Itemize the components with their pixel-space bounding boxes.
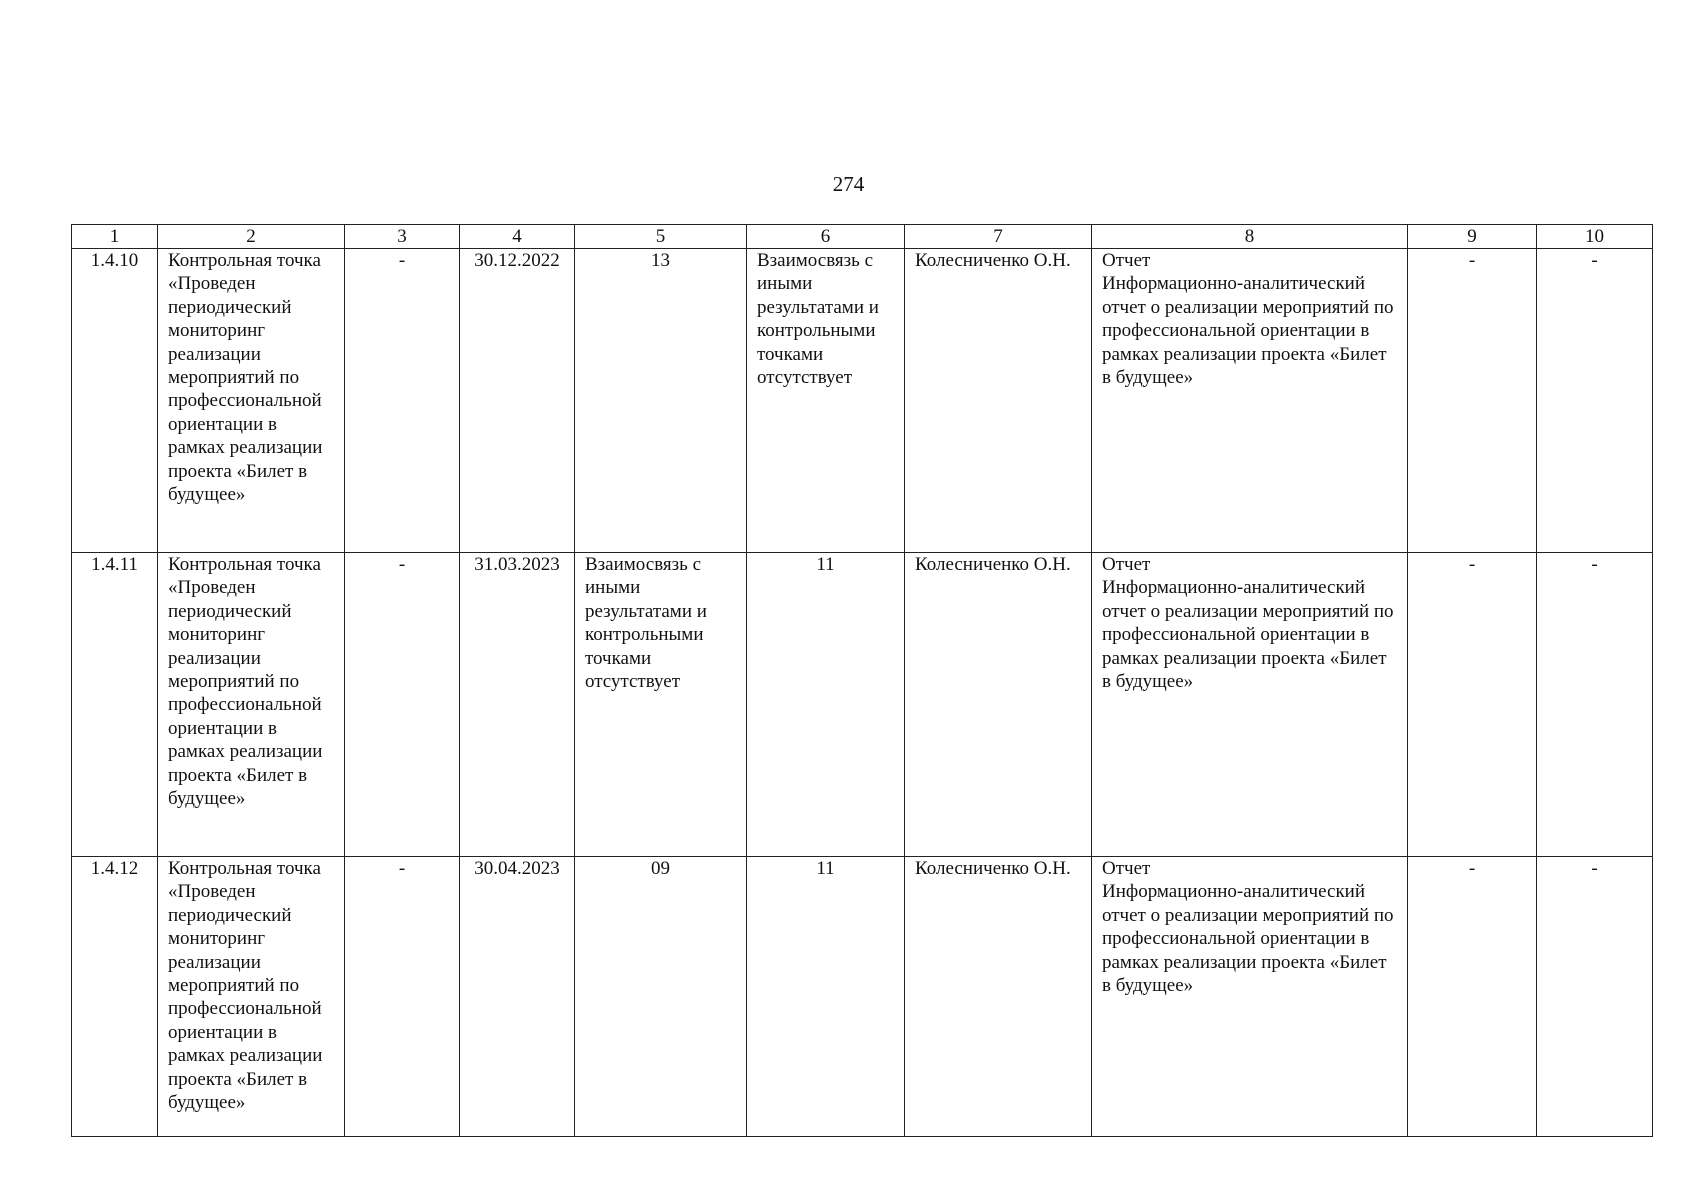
responsible-person: Колесниченко О.Н. (905, 857, 1092, 1137)
cell-col10: - (1537, 553, 1653, 857)
header-row (72, 225, 1653, 249)
document-description: Информационно-аналитический отчет о реализации мероприятий по профессиональной ориентации в рамках реализации проекта «Билет в будущее» (1102, 881, 1394, 997)
checkpoint-name: Контрольная точка «Проведен периодический мониторинг реализации мероприятий по профессиональной ориентации в рамках реализации проекта «Билет в будущее» (158, 857, 345, 1137)
document-cell (1092, 249, 1408, 553)
column-header: 1 (72, 225, 158, 249)
cell-col3: - (345, 553, 460, 857)
cell-col5: 09 (575, 857, 747, 1137)
cell-col10: - (1537, 857, 1653, 1137)
page-number: 274 (832, 172, 865, 196)
cell-col9: - (1408, 249, 1537, 553)
column-header: 6 (747, 225, 905, 249)
cell-col6: 11 (747, 857, 905, 1137)
row-number: 1.4.12 (72, 857, 158, 1137)
cell-col6: Взаимосвязь с иными результатами и контрольными точками отсутствует (747, 249, 905, 553)
column-header: 10 (1537, 225, 1653, 249)
row-number: 1.4.10 (72, 249, 158, 553)
table-row (72, 857, 1653, 1137)
document-description: Информационно-аналитический отчет о реализации мероприятий по профессиональной ориентации в рамках реализации проекта «Билет в будущее» (1102, 577, 1394, 693)
row-number: 1.4.11 (72, 553, 158, 857)
plan-table (71, 224, 1653, 1137)
cell-col5: 13 (575, 249, 747, 553)
column-header: 9 (1408, 225, 1537, 249)
cell-col9: - (1408, 857, 1537, 1137)
responsible-person: Колесниченко О.Н. (905, 249, 1092, 553)
document-description: Информационно-аналитический отчет о реализации мероприятий по профессиональной ориентации в рамках реализации проекта «Билет в будущее» (1102, 273, 1394, 389)
column-header: 5 (575, 225, 747, 249)
column-header: 4 (460, 225, 575, 249)
checkpoint-name: Контрольная точка «Проведен периодический мониторинг реализации мероприятий по профессиональной ориентации в рамках реализации проекта «Билет в будущее» (158, 553, 345, 857)
checkpoint-name: Контрольная точка «Проведен периодический мониторинг реализации мероприятий по профессиональной ориентации в рамках реализации проекта «Билет в будущее» (158, 249, 345, 553)
column-header: 8 (1092, 225, 1408, 249)
column-header: 3 (345, 225, 460, 249)
column-header: 2 (158, 225, 345, 249)
cell-col9: - (1408, 553, 1537, 857)
document-cell (1092, 857, 1408, 1137)
due-date: 30.04.2023 (460, 857, 575, 1137)
document-type: Отчет (1102, 250, 1151, 271)
document-cell (1092, 553, 1408, 857)
due-date: 30.12.2022 (460, 249, 575, 553)
column-header: 7 (905, 225, 1092, 249)
table-row (72, 249, 1653, 553)
table-row (72, 553, 1653, 857)
cell-col3: - (345, 249, 460, 553)
document-type: Отчет (1102, 858, 1151, 879)
cell-col5: Взаимосвязь с иными результатами и контрольными точками отсутствует (575, 553, 747, 857)
cell-col6: 11 (747, 553, 905, 857)
document-type: Отчет (1102, 554, 1151, 575)
responsible-person: Колесниченко О.Н. (905, 553, 1092, 857)
due-date: 31.03.2023 (460, 553, 575, 857)
cell-col3: - (345, 857, 460, 1137)
cell-col10: - (1537, 249, 1653, 553)
